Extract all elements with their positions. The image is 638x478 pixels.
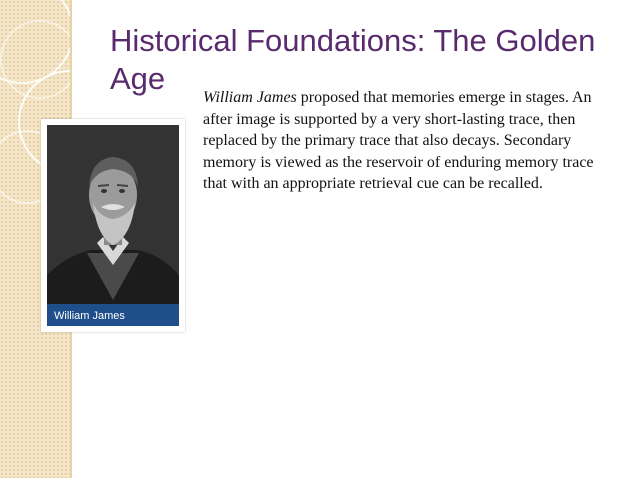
portrait-frame — [41, 119, 185, 332]
portrait-photo — [47, 125, 179, 326]
slide-title: Historical Foundations: The Golden Age — [110, 23, 596, 96]
caption-bar — [47, 304, 179, 326]
body-paragraph — [203, 87, 618, 195]
body-name: William James — [203, 89, 297, 106]
photo-caption: William James — [54, 310, 125, 322]
body-text: proposed that memories emerge in stages. An after image is supported by a very short-lasting trace, then replaced by the primary trace that also decays. Secondary memory is viewed as the reservoir of enduring memory trace that with an appropriate retrieval cue can be recalled. — [203, 89, 594, 192]
portrait-illustration — [47, 125, 179, 326]
